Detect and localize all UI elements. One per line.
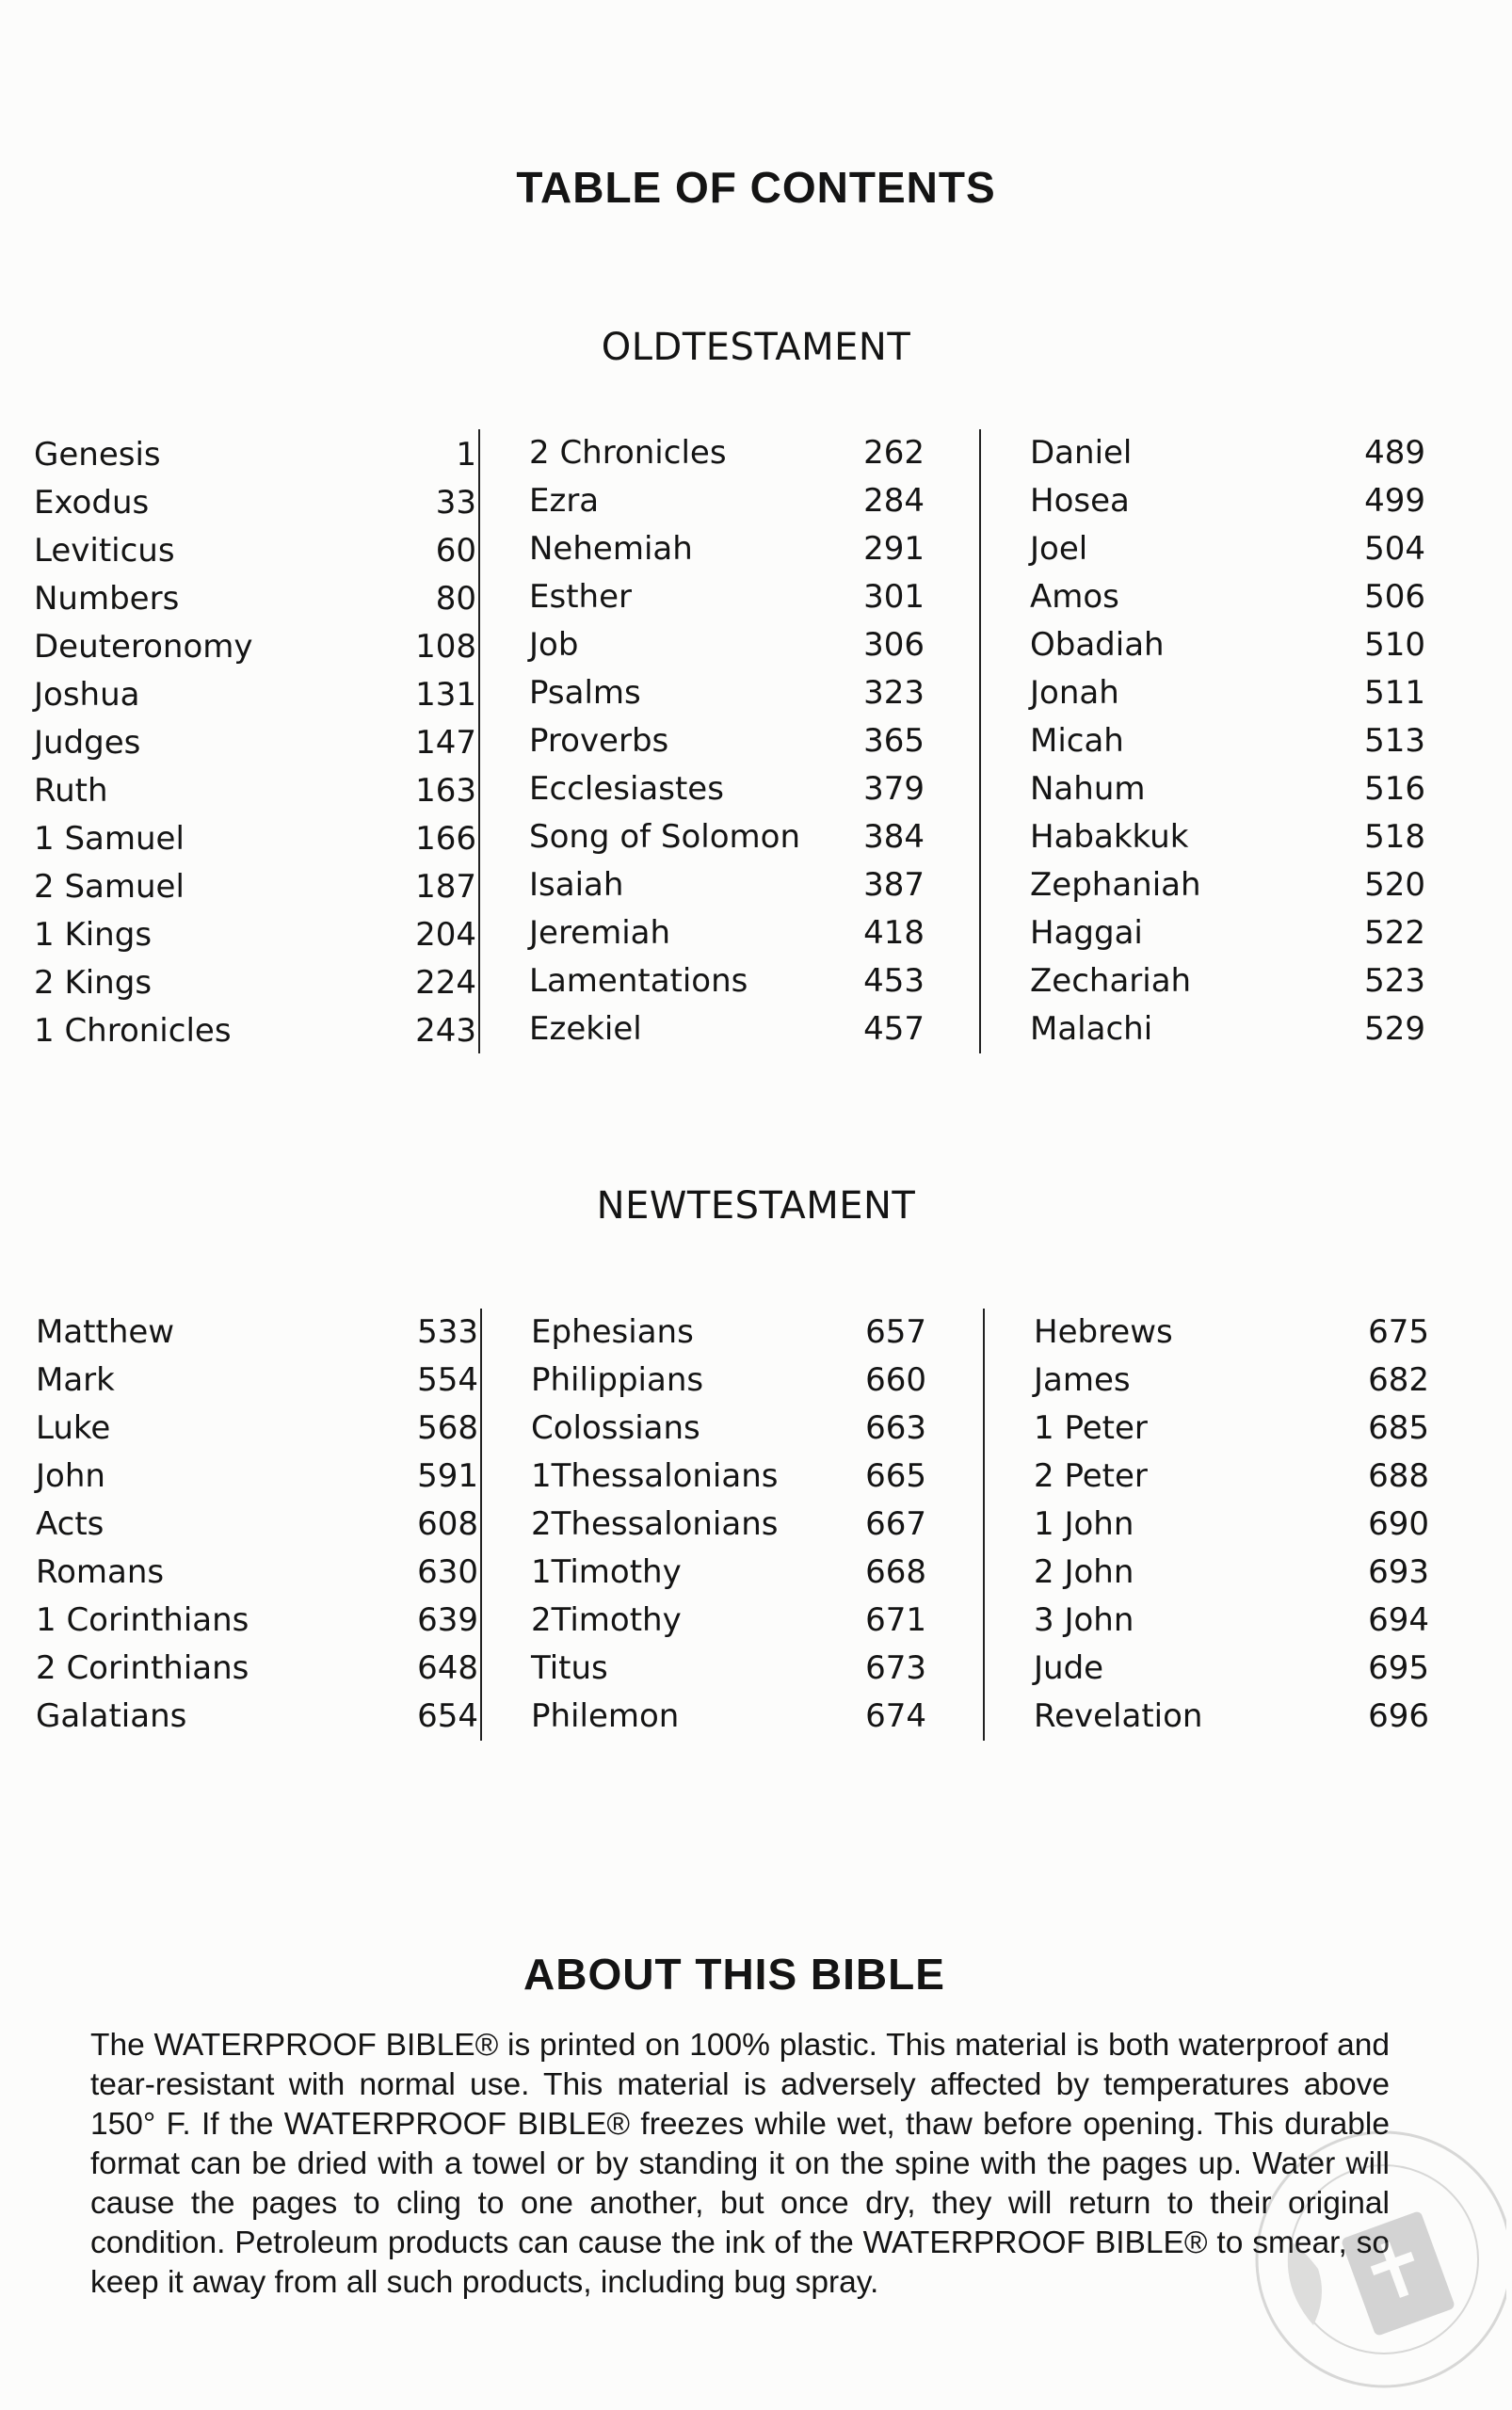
book-name: Genesis (34, 436, 161, 474)
page-number: 675 (1368, 1313, 1429, 1351)
toc-entry (529, 765, 925, 813)
old-testament-column-1 (34, 431, 476, 1055)
book-name: 1 Samuel (34, 820, 185, 858)
book-name: Jeremiah (529, 914, 671, 952)
book-name: Obadiah (1030, 626, 1165, 664)
book-name: Amos (1030, 578, 1119, 616)
page-number: 520 (1364, 866, 1425, 904)
book-name: 3 John (1034, 1601, 1134, 1639)
toc-entry (1030, 813, 1425, 861)
page-number: 33 (435, 484, 476, 522)
bible-stamp-icon (1224, 2109, 1506, 2401)
book-name: 2 Samuel (34, 868, 185, 906)
book-name: Hosea (1030, 482, 1130, 520)
toc-entry (1034, 1309, 1429, 1357)
toc-entry (36, 1597, 478, 1645)
about-heading: ABOUT THIS BIBLE (523, 1950, 945, 1999)
toc-entry (34, 575, 476, 623)
toc-entry (34, 527, 476, 575)
book-name: 2 Corinthians (36, 1649, 249, 1687)
book-name: Zechariah (1030, 962, 1192, 1000)
toc-entry (531, 1549, 926, 1597)
page-number: 665 (865, 1457, 926, 1495)
book-name: 1Timothy (531, 1553, 682, 1591)
toc-entry (1030, 765, 1425, 813)
old-testament-column-2 (478, 429, 925, 1053)
page-number: 518 (1364, 818, 1425, 856)
book-name: Proverbs (529, 722, 669, 760)
book-name: 1 John (1034, 1505, 1134, 1543)
toc-entry (1034, 1549, 1429, 1597)
book-name: Habakkuk (1030, 818, 1189, 856)
book-name: Galatians (36, 1697, 187, 1735)
page-number: 506 (1364, 578, 1425, 616)
toc-entry (1030, 1005, 1425, 1053)
page-number: 674 (865, 1697, 926, 1735)
book-name: Exodus (34, 484, 150, 522)
toc-entry (529, 909, 925, 957)
new-testament-column-1 (36, 1309, 478, 1741)
toc-entry (36, 1357, 478, 1405)
page-number: 323 (863, 674, 925, 712)
book-name: 1Thessalonians (531, 1457, 779, 1495)
page-number: 379 (863, 770, 925, 808)
page-number: 694 (1368, 1601, 1429, 1639)
page-number: 384 (863, 818, 925, 856)
toc-entry (1034, 1501, 1429, 1549)
book-name: Malachi (1030, 1010, 1153, 1048)
toc-entry (36, 1645, 478, 1693)
book-name: Titus (531, 1649, 608, 1687)
page-number: 630 (417, 1553, 478, 1591)
page-number: 668 (865, 1553, 926, 1591)
toc-entry (34, 671, 476, 719)
page-number: 365 (863, 722, 925, 760)
toc-entry (1030, 957, 1425, 1005)
toc-entry (34, 431, 476, 479)
toc-entry (36, 1453, 478, 1501)
toc-entry (34, 863, 476, 911)
page-number: 529 (1364, 1010, 1425, 1048)
book-name: Ezra (529, 482, 600, 520)
book-name: Lamentations (529, 962, 748, 1000)
toc-entry (1030, 669, 1425, 717)
book-name: Ecclesiastes (529, 770, 724, 808)
book-name: Song of Solomon (529, 818, 801, 856)
toc-entry (1030, 861, 1425, 909)
page-number: 457 (863, 1010, 925, 1048)
toc-entry (531, 1693, 926, 1741)
toc-entry (34, 719, 476, 767)
page-number: 163 (415, 772, 476, 810)
book-name: Haggai (1030, 914, 1143, 952)
toc-entry (1034, 1597, 1429, 1645)
toc-entry (36, 1405, 478, 1453)
toc-entry (529, 957, 925, 1005)
old-testament-column-3 (979, 429, 1425, 1053)
new-testament-heading: NEWTESTAMENT (596, 1184, 916, 1228)
page-number: 671 (865, 1601, 926, 1639)
book-name: Jonah (1030, 674, 1119, 712)
toc-entry (1034, 1357, 1429, 1405)
page-number: 131 (415, 676, 476, 714)
page-number: 654 (417, 1697, 478, 1735)
book-name: Nahum (1030, 770, 1146, 808)
book-name: 1 Peter (1034, 1409, 1148, 1447)
page-number: 608 (417, 1505, 478, 1543)
book-name: Ruth (34, 772, 108, 810)
page-number: 224 (415, 964, 476, 1002)
toc-entry (1030, 573, 1425, 621)
toc-entry (1030, 621, 1425, 669)
page-title: TABLE OF CONTENTS (516, 163, 996, 212)
toc-entry (529, 573, 925, 621)
book-name: Romans (36, 1553, 165, 1591)
toc-entry (529, 621, 925, 669)
page-number: 418 (863, 914, 925, 952)
page-number: 1 (456, 436, 476, 474)
toc-entry (36, 1693, 478, 1741)
book-name: Jude (1034, 1649, 1104, 1687)
toc-entry (531, 1405, 926, 1453)
toc-entry (34, 1007, 476, 1055)
page-number: 685 (1368, 1409, 1429, 1447)
page-number: 301 (863, 578, 925, 616)
book-name: Job (529, 626, 579, 664)
toc-entry (531, 1597, 926, 1645)
page-number: 657 (865, 1313, 926, 1351)
toc-entry (1034, 1453, 1429, 1501)
book-name: Revelation (1034, 1697, 1203, 1735)
book-name: 1 Kings (34, 916, 153, 954)
page-number: 682 (1368, 1361, 1429, 1399)
book-name: 1 Chronicles (34, 1012, 232, 1050)
toc-entry (529, 717, 925, 765)
book-name: Micah (1030, 722, 1124, 760)
page-number: 513 (1364, 722, 1425, 760)
toc-entry (34, 479, 476, 527)
page-number: 639 (417, 1601, 478, 1639)
page-number: 291 (863, 530, 925, 568)
page-number: 695 (1368, 1649, 1429, 1687)
page-number: 522 (1364, 914, 1425, 952)
book-name: Hebrews (1034, 1313, 1173, 1351)
page-number: 696 (1368, 1697, 1429, 1735)
book-name: Ephesians (531, 1313, 694, 1351)
book-name: Acts (36, 1505, 105, 1543)
page-number: 673 (865, 1649, 926, 1687)
new-testament-column-2 (480, 1309, 926, 1741)
book-name: Mark (36, 1361, 115, 1399)
book-name: Philippians (531, 1361, 704, 1399)
page-number: 187 (415, 868, 476, 906)
book-name: 2 John (1034, 1553, 1134, 1591)
book-name: Psalms (529, 674, 641, 712)
toc-entry (36, 1309, 478, 1357)
page-number: 648 (417, 1649, 478, 1687)
page-number: 591 (417, 1457, 478, 1495)
page-number: 204 (415, 916, 476, 954)
about-paragraph: The WATERPROOF BIBLE® is printed on 100% plastic. This material is both waterproof and tear-resistant with normal use. This material is adversely affected by temperatures above 150° F. If the WATERPROOF BIBLE® freezes while wet, thaw before opening. This durable format can be dried with a towel or by standing it on the spine with the pages up. Water will cause the pages to cling to one another, but once dry, they will return to their original condition. Petroleum products can cause the ink of the WATERPROOF BIBLE® to smear, so keep it away from all such products, including bug spray. (90, 2028, 1390, 2300)
toc-entry (531, 1501, 926, 1549)
page-number: 60 (435, 532, 476, 570)
toc-entry (34, 959, 476, 1007)
page-number: 499 (1364, 482, 1425, 520)
toc-entry (531, 1357, 926, 1405)
book-name: 1 Corinthians (36, 1601, 249, 1639)
page-number: 660 (865, 1361, 926, 1399)
toc-entry (531, 1645, 926, 1693)
book-name: Ezekiel (529, 1010, 642, 1048)
toc-entry (1030, 909, 1425, 957)
toc-entry (1030, 717, 1425, 765)
page-number: 284 (863, 482, 925, 520)
page-number: 554 (417, 1361, 478, 1399)
new-testament-column-3 (983, 1309, 1429, 1741)
toc-entry (36, 1501, 478, 1549)
toc-entry (36, 1549, 478, 1597)
toc-entry (1034, 1693, 1429, 1741)
page-number: 453 (863, 962, 925, 1000)
page-number: 663 (865, 1409, 926, 1447)
book-name: Leviticus (34, 532, 175, 570)
toc-entry (529, 1005, 925, 1053)
page-number: 166 (415, 820, 476, 858)
book-name: 2 Peter (1034, 1457, 1148, 1495)
page-number: 489 (1364, 434, 1425, 472)
page-number: 108 (415, 628, 476, 666)
page-number: 667 (865, 1505, 926, 1543)
book-name: Luke (36, 1409, 111, 1447)
book-name: 2 Kings (34, 964, 153, 1002)
book-name: Daniel (1030, 434, 1133, 472)
page-number: 511 (1364, 674, 1425, 712)
book-name: Esther (529, 578, 632, 616)
toc-entry (1030, 429, 1425, 477)
page-number: 262 (863, 434, 925, 472)
toc-entry (529, 477, 925, 525)
toc-entry (529, 861, 925, 909)
toc-entry (34, 623, 476, 671)
page-number: 693 (1368, 1553, 1429, 1591)
page-number: 147 (415, 724, 476, 762)
toc-entry (34, 911, 476, 959)
page-number: 533 (417, 1313, 478, 1351)
book-name: 2Thessalonians (531, 1505, 779, 1543)
page-number: 688 (1368, 1457, 1429, 1495)
book-name: Joel (1030, 530, 1088, 568)
book-name: Nehemiah (529, 530, 693, 568)
page-number: 568 (417, 1409, 478, 1447)
page-number: 516 (1364, 770, 1425, 808)
page-number: 80 (435, 580, 476, 618)
page-number: 387 (863, 866, 925, 904)
toc-entry (531, 1453, 926, 1501)
book-name: John (36, 1457, 105, 1495)
page-number: 523 (1364, 962, 1425, 1000)
toc-entry (1034, 1405, 1429, 1453)
book-name: Philemon (531, 1697, 680, 1735)
book-name: James (1034, 1361, 1131, 1399)
toc-entry (529, 429, 925, 477)
page-number: 510 (1364, 626, 1425, 664)
toc-entry (34, 767, 476, 815)
book-name: 2Timothy (531, 1601, 682, 1639)
page-number: 243 (415, 1012, 476, 1050)
toc-entry (529, 813, 925, 861)
old-testament-heading: OLDTESTAMENT (601, 326, 911, 369)
toc-entry (531, 1309, 926, 1357)
book-name: Joshua (34, 676, 140, 714)
page-number: 690 (1368, 1505, 1429, 1543)
book-name: Judges (34, 724, 141, 762)
book-name: 2 Chronicles (529, 434, 727, 472)
page-number: 306 (863, 626, 925, 664)
book-name: Colossians (531, 1409, 700, 1447)
book-name: Matthew (36, 1313, 175, 1351)
toc-entry (529, 669, 925, 717)
book-name: Zephaniah (1030, 866, 1201, 904)
book-name: Numbers (34, 580, 180, 618)
page-number: 504 (1364, 530, 1425, 568)
book-name: Deuteronomy (34, 628, 253, 666)
toc-entry (1030, 525, 1425, 573)
book-name: Isaiah (529, 866, 624, 904)
toc-entry (529, 525, 925, 573)
toc-entry (1030, 477, 1425, 525)
toc-entry (34, 815, 476, 863)
toc-entry (1034, 1645, 1429, 1693)
